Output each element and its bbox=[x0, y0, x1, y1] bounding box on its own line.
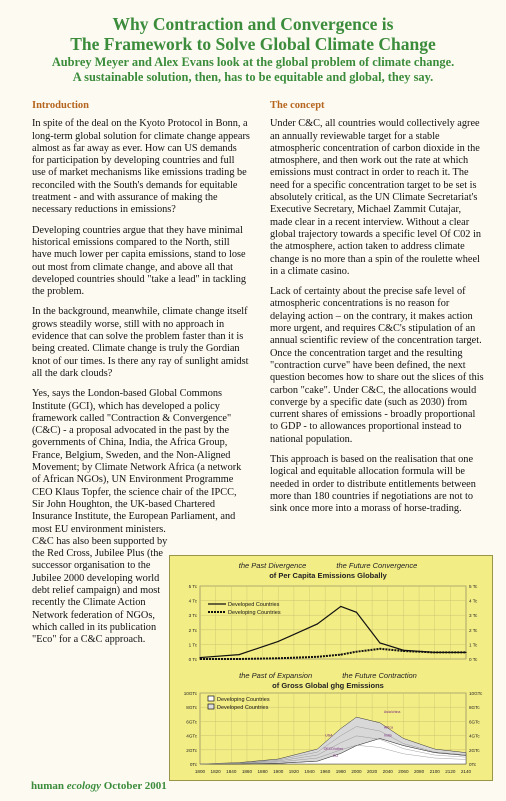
x-tick-label: 1860 bbox=[241, 769, 253, 774]
top-y-tick-label-right: 1 Tc bbox=[469, 642, 478, 648]
x-tick-label: 1980 bbox=[335, 769, 346, 774]
bottom-y-tick-label: 2GTc bbox=[186, 747, 197, 753]
top-y-tick-label-right: 5 Tc bbox=[469, 584, 478, 589]
paragraph: This approach is based on the realisation that one logical and equitable allocation formula will be needed in order to distribute entitlements between more than 180 countries if negotiations are not to sink once more into a morass of horse-trading. bbox=[270, 454, 476, 515]
data-point bbox=[199, 658, 200, 659]
top-y-tick-label: 5 Tc bbox=[188, 584, 197, 589]
data-point bbox=[356, 651, 357, 652]
bottom-y-tick-label: 6GTc bbox=[186, 719, 197, 725]
top-y-tick-label-right: 2 Tc bbox=[469, 627, 478, 633]
data-point bbox=[317, 623, 318, 624]
bottom-y-tick-label-right: 0Tc bbox=[469, 762, 477, 767]
bottom-y-tick-label-right: 2GTc bbox=[469, 747, 480, 753]
x-tick-label: 1920 bbox=[288, 769, 299, 774]
region-label: EU bbox=[333, 753, 338, 758]
data-point bbox=[356, 612, 357, 613]
legend-label-developed-bottom: Developed Countries bbox=[217, 705, 269, 711]
x-tick-label: 2020 bbox=[367, 769, 378, 774]
x-tick-label: 2060 bbox=[398, 769, 409, 774]
top-y-tick-label-right: 3 Tc bbox=[469, 613, 478, 619]
publication-name-part2: ecology bbox=[66, 780, 101, 792]
x-tick-label: 2040 bbox=[382, 769, 393, 774]
section-heading-introduction: Introduction bbox=[32, 100, 89, 111]
data-point bbox=[239, 654, 240, 655]
x-tick-label: 2120 bbox=[445, 769, 456, 774]
region-label: Asia/china bbox=[383, 709, 401, 714]
data-point bbox=[379, 642, 380, 643]
data-point bbox=[278, 641, 279, 642]
region-label: USA bbox=[325, 733, 333, 738]
region-label: India bbox=[383, 733, 392, 738]
top-y-tick-label-right: 0 Tc bbox=[469, 657, 478, 662]
data-point bbox=[379, 648, 380, 649]
bottom-legend bbox=[208, 696, 270, 711]
subtitle-line-1: Aubrey Meyer and Alex Evans look at the global problem of climate change. bbox=[51, 55, 455, 69]
top-y-tick-label: 0 Tc bbox=[188, 657, 197, 662]
data-point bbox=[434, 652, 435, 653]
paragraph: C&C has also been supported by the Red Cross, Jubilee Plus (the successor organisation to the Jubilee 2000 developing world debt relief campaign) and most recently the Climate Action Network federation of NGOs, which called in its publication "Eco" for a C&C approach. bbox=[32, 535, 168, 646]
paragraph: Under C&C, all countries would collectively agree an annually reviewable target for a stable atmospheric concentration of carbon dioxide in the atmosphere, and then work out the rate at which emissions must contract in order to reach it. The need for a specific concentration target to be set is absolutely critical, as the UN Climate Secretariat's Executive Secretary, Michael Zammit Cutajar, made clear in a recent interview. Without a clear global trajectory towards a specific level Of C02 in the atmosphere, action taken to address climate change is no more than a spin of the roulette wheel in a climate casino. bbox=[270, 118, 482, 277]
x-tick-label: 1840 bbox=[226, 769, 237, 774]
paragraph: Yes, says the London-based Global Commons Institute (GCI), which has developed a policy framework called "Contraction & Convergence" (C&C) - a proposal advocated in the past by the governments of China, India, the Africa Group, France, Belgium, Sweden, and the Non-Aligned Movement; by Climate Network Africa (a network of African NGOs), UN Environment Programme CEO Klaus Topfer, the science chair of the IPCC, Sir John Houghton, the UK-based Chartered Insurance Institute, the European Parliament, and most EU environment ministers. bbox=[32, 388, 242, 535]
top-y-tick-label-right: 4 Tc bbox=[469, 598, 478, 604]
top-legend bbox=[208, 602, 281, 616]
x-tick-label: 1880 bbox=[257, 769, 268, 774]
data-point bbox=[199, 657, 200, 658]
x-tick-label: 2080 bbox=[413, 769, 425, 774]
top-y-tick-label: 3 Tc bbox=[188, 613, 197, 619]
paragraph: Developing countries argue that they have minimal historical emissions compared to the North, still have much lower per capita emissions, stand to lose out most from climate change, and above all that developed countries should "take a lead" in tackling the problem. bbox=[32, 224, 246, 298]
top-subtitle: of Per Capita Emissions Globally bbox=[269, 571, 387, 580]
page-footer bbox=[31, 780, 167, 792]
contraction-convergence-chart bbox=[169, 555, 493, 781]
publication-name-part1: human bbox=[31, 780, 65, 792]
legend-label-developing: Developing Countries bbox=[228, 610, 281, 616]
region-label: OECD/other bbox=[323, 746, 344, 751]
subtitle-line-2: A sustainable solution, then, has to be equitable and global, they say. bbox=[72, 70, 434, 84]
x-tick-label: 2140 bbox=[460, 769, 472, 774]
paragraph: Lack of certainty about the precise safe level of atmospheric concentrations is no reason for delaying action – on the contrary, it makes action more urgent, and requires C&C's stipulation of an annual scientific review of the concentration target. Once the concentration target and the resulting "contraction curve" have been defined, the next question becomes how to share out the slices of this carbon "cake". Under C&C, the allocations would converge by a specific date (such as 2030) from current shares of emissions - broadly proportional to GDP - to allowances proportional instead to national population. bbox=[270, 286, 484, 445]
paragraph: In spite of the deal on the Kyoto Protocol in Bonn, a long-term global solution for climate change appears almost as far away as ever. How can US demands for participation by developing countries and full use of market mechanisms like emissions trading be reconciled with the South's demands for equitable treatment - and with assurance of making the necessary reductions in emissions? bbox=[32, 118, 250, 216]
bottom-y-tick-label-right: 8GTc bbox=[469, 705, 480, 711]
top-y-tick-label: 4 Tc bbox=[188, 598, 197, 604]
legend-swatch-developed bbox=[208, 704, 214, 709]
data-point bbox=[317, 656, 318, 657]
bottom-y-tick-label-right: 10GTc bbox=[469, 691, 483, 696]
data-point bbox=[340, 606, 341, 607]
bottom-y-tick-label-right: 4GTc bbox=[469, 733, 480, 739]
legend-label-developed: Developed Countries bbox=[228, 602, 280, 608]
bottom-y-tick-label: 0Tc bbox=[189, 762, 197, 767]
data-point bbox=[239, 658, 240, 659]
article-subtitle bbox=[0, 55, 506, 85]
top-y-tick-label: 1 Tc bbox=[188, 642, 197, 648]
top-plot-frame bbox=[200, 586, 466, 659]
bottom-y-tick-label: 4GTc bbox=[186, 733, 197, 739]
legend-label-developing-bottom: Developing Countries bbox=[217, 697, 270, 703]
publication-date: October 2001 bbox=[103, 780, 167, 792]
x-tick-label: 1960 bbox=[320, 769, 331, 774]
x-tick-label: 2000 bbox=[351, 769, 362, 774]
top-title: the Past Divergence the Future Convergence bbox=[238, 561, 418, 570]
chart-svg bbox=[170, 556, 492, 780]
x-tick-label: 1800 bbox=[194, 769, 206, 774]
title-line-2: The Framework to Solve Global Climate Change bbox=[70, 34, 436, 54]
x-tick-label: 1820 bbox=[210, 769, 221, 774]
data-point bbox=[278, 658, 279, 659]
title-line-1: Why Contraction and Convergence is bbox=[112, 14, 394, 34]
paragraph: In the background, meanwhile, climate change itself grows steadily worse, still with no approach in evidence that can solve the problem faster than it is being created. Climate change is truly the Gordian knot of our times. Is there any ray of sunlight amidst all the dark clouds? bbox=[32, 306, 249, 379]
x-tick-label: 2100 bbox=[429, 769, 440, 774]
bottom-y-tick-label: 8GTc bbox=[186, 705, 197, 711]
data-point bbox=[465, 652, 466, 653]
top-y-tick-label: 2 Tc bbox=[188, 627, 197, 633]
section-heading-concept: The concept bbox=[270, 100, 325, 111]
right-column bbox=[270, 100, 485, 524]
region-label: Africa bbox=[383, 725, 394, 730]
data-point bbox=[340, 654, 341, 655]
legend-swatch-developing bbox=[208, 696, 214, 701]
x-tick-label: 1900 bbox=[273, 769, 284, 774]
bottom-title: the Past of Expansion the Future Contraction bbox=[239, 671, 417, 680]
bottom-y-tick-label: 10GTc bbox=[183, 691, 197, 696]
article-title bbox=[0, 14, 506, 54]
data-point bbox=[403, 650, 404, 651]
bottom-y-tick-label-right: 6GTc bbox=[469, 719, 480, 725]
x-tick-label: 1940 bbox=[304, 769, 315, 774]
bottom-subtitle: of Gross Global ghg Emissions bbox=[272, 681, 384, 690]
